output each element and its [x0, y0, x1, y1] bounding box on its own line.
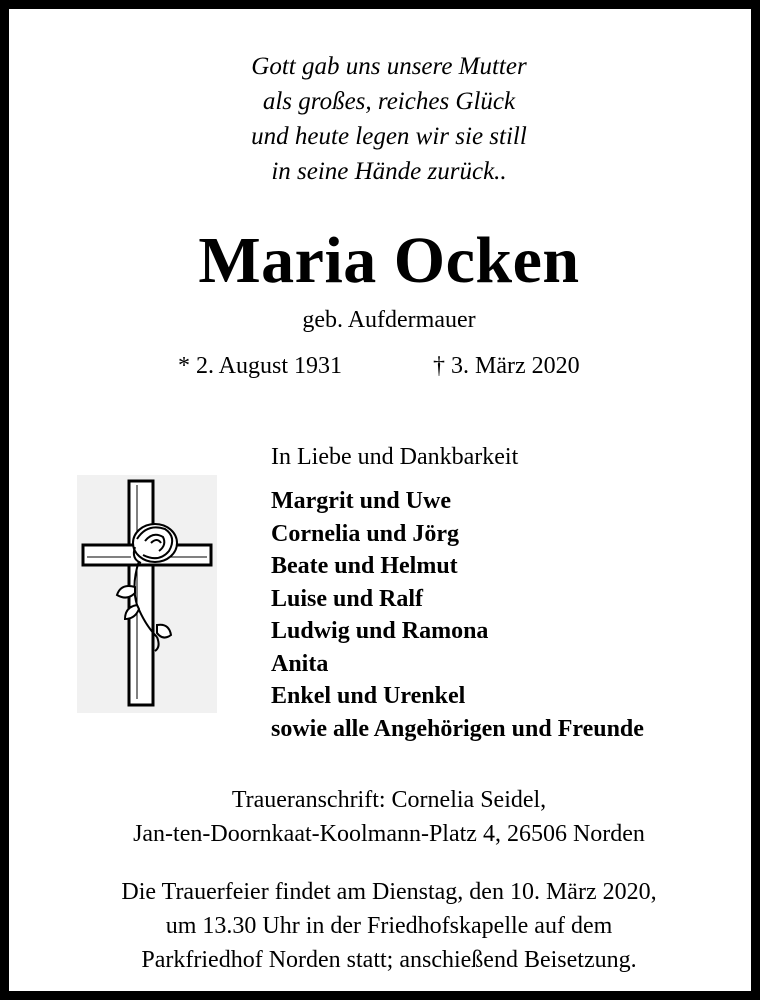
verse-line: und heute legen wir sie still: [251, 123, 527, 150]
mourning-address: [9, 783, 760, 851]
mourner-entry: Anita: [271, 650, 329, 677]
mourner-entry: Luise und Ralf: [271, 585, 424, 612]
address-line: Traueranschrift: Cornelia Seidel,: [231, 787, 547, 813]
rose-stem-end: [155, 637, 159, 651]
mourner-entry: Cornelia und Jörg: [271, 520, 460, 547]
mourners-list: [271, 485, 644, 745]
verse-line: als großes, reiches Glück: [262, 88, 516, 115]
ceremony-line: um 13.30 Uhr in der Friedhofskapelle auf dem: [165, 913, 613, 939]
rose-leaf: [117, 586, 135, 598]
mourner-entry: sowie alle Angehörigen und Freunde: [271, 715, 644, 742]
birth-date: * 2. August 1931: [178, 353, 343, 379]
thanks-line: In Liebe und Dankbarkeit: [271, 444, 519, 470]
death-date: † 3. März 2020: [433, 353, 580, 379]
cross-with-rose-icon: [77, 475, 217, 713]
address-line: Jan-ten-Doornkaat-Koolmann-Platz 4, 26506 Norden: [133, 821, 645, 847]
deceased-name: Maria Ocken: [198, 224, 580, 297]
birth-name: geb. Aufdermauer: [302, 307, 476, 333]
funeral-ceremony-info: [9, 875, 760, 977]
mourner-entry: Beate und Helmut: [271, 553, 458, 579]
verse-line: Gott gab uns unsere Mutter: [251, 53, 527, 80]
rose-icon: [133, 524, 177, 563]
poem-verse: [9, 49, 760, 189]
ceremony-line: Die Trauerfeier findet am Dienstag, den 10. März 2020,: [121, 879, 657, 905]
cross-rose-graphic: [77, 475, 217, 713]
ceremony-line: Parkfriedhof Norden statt; anschießend Beisetzung.: [141, 947, 637, 973]
mourner-entry: Ludwig und Ramona: [271, 618, 489, 644]
mourner-entry: Margrit und Uwe: [271, 488, 451, 514]
verse-line: in seine Hände zurück..: [271, 158, 507, 185]
rose-leaf: [157, 625, 171, 638]
mourner-entry: Enkel und Urenkel: [271, 683, 466, 709]
